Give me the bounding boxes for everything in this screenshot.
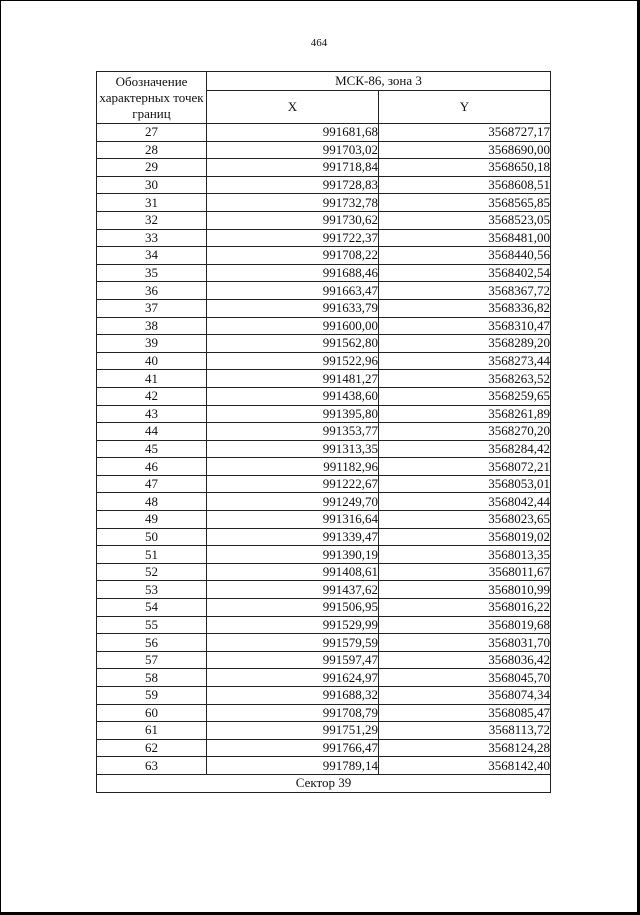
point-number-cell: 40 bbox=[97, 352, 207, 370]
point-number-cell: 39 bbox=[97, 335, 207, 353]
x-coordinate-cell: 991728,83 bbox=[207, 176, 379, 194]
y-coordinate-cell: 3568113,72 bbox=[379, 722, 551, 740]
table-row bbox=[97, 423, 551, 441]
point-number-cell: 61 bbox=[97, 722, 207, 740]
x-coordinate-cell: 991481,27 bbox=[207, 370, 379, 388]
x-coordinate-cell: 991789,14 bbox=[207, 757, 379, 775]
sector-label: Сектор 39 bbox=[97, 774, 551, 792]
point-number-cell: 50 bbox=[97, 528, 207, 546]
point-number-cell: 55 bbox=[97, 616, 207, 634]
point-number-cell: 33 bbox=[97, 229, 207, 247]
point-number-cell: 29 bbox=[97, 159, 207, 177]
point-number-cell: 42 bbox=[97, 387, 207, 405]
y-coordinate-cell: 3568019,68 bbox=[379, 616, 551, 634]
table-row bbox=[97, 282, 551, 300]
table-row bbox=[97, 669, 551, 687]
y-coordinate-cell: 3568124,28 bbox=[379, 739, 551, 757]
x-coordinate-cell: 991722,37 bbox=[207, 229, 379, 247]
y-coordinate-cell: 3568031,70 bbox=[379, 634, 551, 652]
point-number-cell: 45 bbox=[97, 440, 207, 458]
point-number-cell: 56 bbox=[97, 634, 207, 652]
x-coordinate-cell: 991751,29 bbox=[207, 722, 379, 740]
table-row bbox=[97, 317, 551, 335]
y-coordinate-cell: 3568440,56 bbox=[379, 247, 551, 265]
x-coordinate-cell: 991182,96 bbox=[207, 458, 379, 476]
table-row bbox=[97, 651, 551, 669]
y-coordinate-cell: 3568650,18 bbox=[379, 159, 551, 177]
x-coordinate-cell: 991681,68 bbox=[207, 124, 379, 142]
x-coordinate-cell: 991718,84 bbox=[207, 159, 379, 177]
x-coordinate-cell: 991730,62 bbox=[207, 211, 379, 229]
x-coordinate-cell: 991562,80 bbox=[207, 335, 379, 353]
table-row bbox=[97, 405, 551, 423]
table-row bbox=[97, 264, 551, 282]
table-row bbox=[97, 211, 551, 229]
point-number-cell: 43 bbox=[97, 405, 207, 423]
x-coordinate-cell: 991600,00 bbox=[207, 317, 379, 335]
point-number-cell: 32 bbox=[97, 211, 207, 229]
table-row bbox=[97, 335, 551, 353]
x-coordinate-cell: 991395,80 bbox=[207, 405, 379, 423]
point-number-cell: 47 bbox=[97, 475, 207, 493]
table-row bbox=[97, 229, 551, 247]
x-coordinate-cell: 991408,61 bbox=[207, 563, 379, 581]
y-coordinate-cell: 3568608,51 bbox=[379, 176, 551, 194]
y-coordinate-cell: 3568273,44 bbox=[379, 352, 551, 370]
table-row bbox=[97, 370, 551, 388]
table-row bbox=[97, 141, 551, 159]
y-coordinate-cell: 3568270,20 bbox=[379, 423, 551, 441]
y-coordinate-cell: 3568367,72 bbox=[379, 282, 551, 300]
table-row bbox=[97, 176, 551, 194]
x-coordinate-cell: 991624,97 bbox=[207, 669, 379, 687]
y-coordinate-cell: 3568016,22 bbox=[379, 599, 551, 617]
table-row bbox=[97, 757, 551, 775]
y-coordinate-cell: 3568481,00 bbox=[379, 229, 551, 247]
table-row bbox=[97, 475, 551, 493]
x-coordinate-cell: 991766,47 bbox=[207, 739, 379, 757]
header-point-label: Обозначение характерных точек границ bbox=[97, 72, 207, 124]
point-number-cell: 38 bbox=[97, 317, 207, 335]
y-coordinate-cell: 3568010,99 bbox=[379, 581, 551, 599]
point-number-cell: 34 bbox=[97, 247, 207, 265]
point-number-cell: 49 bbox=[97, 511, 207, 529]
x-coordinate-cell: 991353,77 bbox=[207, 423, 379, 441]
x-coordinate-cell: 991506,95 bbox=[207, 599, 379, 617]
point-number-cell: 52 bbox=[97, 563, 207, 581]
y-coordinate-cell: 3568565,85 bbox=[379, 194, 551, 212]
table-row bbox=[97, 722, 551, 740]
y-coordinate-cell: 3568011,67 bbox=[379, 563, 551, 581]
y-coordinate-cell: 3568085,47 bbox=[379, 704, 551, 722]
x-coordinate-cell: 991390,19 bbox=[207, 546, 379, 564]
point-number-cell: 53 bbox=[97, 581, 207, 599]
point-number-cell: 58 bbox=[97, 669, 207, 687]
header-x: X bbox=[207, 91, 379, 124]
point-number-cell: 35 bbox=[97, 264, 207, 282]
point-number-cell: 27 bbox=[97, 124, 207, 142]
table-row bbox=[97, 634, 551, 652]
y-coordinate-cell: 3568036,42 bbox=[379, 651, 551, 669]
point-number-cell: 41 bbox=[97, 370, 207, 388]
y-coordinate-cell: 3568263,52 bbox=[379, 370, 551, 388]
point-number-cell: 60 bbox=[97, 704, 207, 722]
table-row bbox=[97, 599, 551, 617]
table-row bbox=[97, 159, 551, 177]
header-coordinate-system: МСК-86, зона 3 bbox=[207, 72, 551, 91]
table-row bbox=[97, 458, 551, 476]
point-number-cell: 30 bbox=[97, 176, 207, 194]
table-row bbox=[97, 387, 551, 405]
point-number-cell: 46 bbox=[97, 458, 207, 476]
x-coordinate-cell: 991522,96 bbox=[207, 352, 379, 370]
x-coordinate-cell: 991732,78 bbox=[207, 194, 379, 212]
x-coordinate-cell: 991688,32 bbox=[207, 687, 379, 705]
document-page bbox=[1, 1, 637, 912]
point-number-cell: 59 bbox=[97, 687, 207, 705]
point-number-cell: 54 bbox=[97, 599, 207, 617]
y-coordinate-cell: 3568023,65 bbox=[379, 511, 551, 529]
y-coordinate-cell: 3568727,17 bbox=[379, 124, 551, 142]
y-coordinate-cell: 3568402,54 bbox=[379, 264, 551, 282]
point-number-cell: 51 bbox=[97, 546, 207, 564]
y-coordinate-cell: 3568261,89 bbox=[379, 405, 551, 423]
y-coordinate-cell: 3568284,42 bbox=[379, 440, 551, 458]
table-row bbox=[97, 546, 551, 564]
y-coordinate-cell: 3568336,82 bbox=[379, 299, 551, 317]
point-number-cell: 31 bbox=[97, 194, 207, 212]
header-y: Y bbox=[379, 91, 551, 124]
x-coordinate-cell: 991688,46 bbox=[207, 264, 379, 282]
y-coordinate-cell: 3568019,02 bbox=[379, 528, 551, 546]
table-row bbox=[97, 299, 551, 317]
y-coordinate-cell: 3568259,65 bbox=[379, 387, 551, 405]
x-coordinate-cell: 991316,64 bbox=[207, 511, 379, 529]
x-coordinate-cell: 991663,47 bbox=[207, 282, 379, 300]
point-number-cell: 36 bbox=[97, 282, 207, 300]
x-coordinate-cell: 991437,62 bbox=[207, 581, 379, 599]
table-row bbox=[97, 194, 551, 212]
x-coordinate-cell: 991703,02 bbox=[207, 141, 379, 159]
x-coordinate-cell: 991249,70 bbox=[207, 493, 379, 511]
x-coordinate-cell: 991438,60 bbox=[207, 387, 379, 405]
table-row bbox=[97, 124, 551, 142]
table-row bbox=[97, 704, 551, 722]
x-coordinate-cell: 991313,35 bbox=[207, 440, 379, 458]
point-number-cell: 44 bbox=[97, 423, 207, 441]
y-coordinate-cell: 3568045,70 bbox=[379, 669, 551, 687]
x-coordinate-cell: 991222,67 bbox=[207, 475, 379, 493]
y-coordinate-cell: 3568053,01 bbox=[379, 475, 551, 493]
table-row bbox=[97, 352, 551, 370]
y-coordinate-cell: 3568042,44 bbox=[379, 493, 551, 511]
table-row bbox=[97, 581, 551, 599]
y-coordinate-cell: 3568013,35 bbox=[379, 546, 551, 564]
point-number-cell: 63 bbox=[97, 757, 207, 775]
point-number-cell: 62 bbox=[97, 739, 207, 757]
y-coordinate-cell: 3568142,40 bbox=[379, 757, 551, 775]
coordinates-table bbox=[96, 71, 551, 793]
x-coordinate-cell: 991708,79 bbox=[207, 704, 379, 722]
x-coordinate-cell: 991633,79 bbox=[207, 299, 379, 317]
table-row bbox=[97, 616, 551, 634]
page-number: 464 bbox=[310, 37, 328, 49]
x-coordinate-cell: 991708,22 bbox=[207, 247, 379, 265]
x-coordinate-cell: 991339,47 bbox=[207, 528, 379, 546]
x-coordinate-cell: 991597,47 bbox=[207, 651, 379, 669]
y-coordinate-cell: 3568072,21 bbox=[379, 458, 551, 476]
y-coordinate-cell: 3568074,34 bbox=[379, 687, 551, 705]
table-row bbox=[97, 493, 551, 511]
point-number-cell: 37 bbox=[97, 299, 207, 317]
table-row bbox=[97, 528, 551, 546]
table-row bbox=[97, 247, 551, 265]
x-coordinate-cell: 991529,99 bbox=[207, 616, 379, 634]
y-coordinate-cell: 3568690,00 bbox=[379, 141, 551, 159]
table-row bbox=[97, 687, 551, 705]
table-row bbox=[97, 511, 551, 529]
table-row bbox=[97, 563, 551, 581]
point-number-cell: 48 bbox=[97, 493, 207, 511]
table-row bbox=[97, 440, 551, 458]
y-coordinate-cell: 3568523,05 bbox=[379, 211, 551, 229]
x-coordinate-cell: 991579,59 bbox=[207, 634, 379, 652]
point-number-cell: 57 bbox=[97, 651, 207, 669]
table-row bbox=[97, 739, 551, 757]
y-coordinate-cell: 3568310,47 bbox=[379, 317, 551, 335]
point-number-cell: 28 bbox=[97, 141, 207, 159]
y-coordinate-cell: 3568289,20 bbox=[379, 335, 551, 353]
